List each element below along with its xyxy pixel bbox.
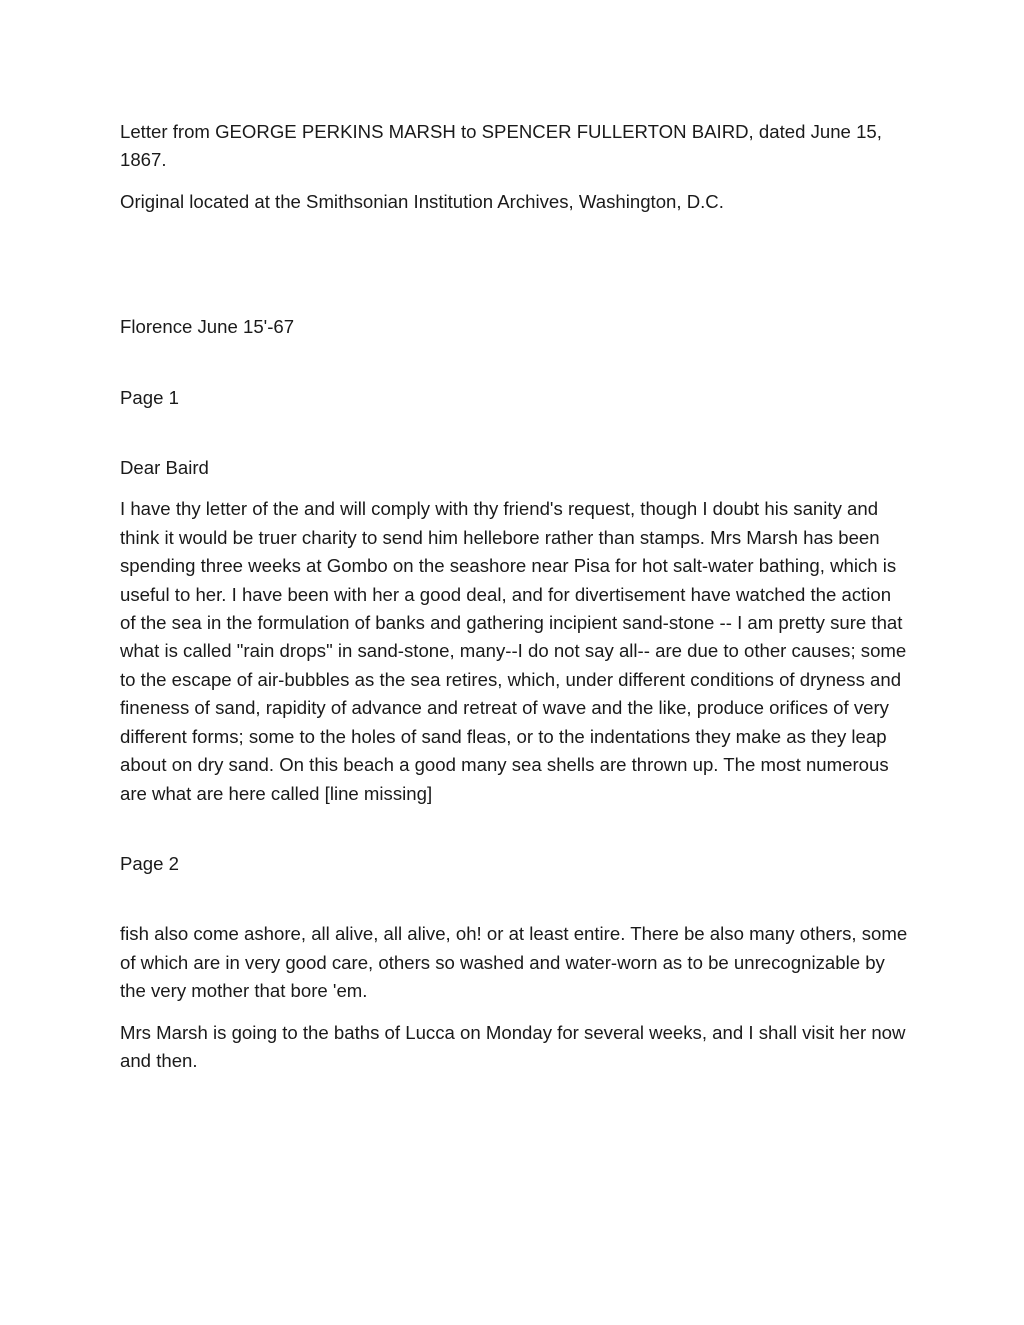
page-marker-1: Page 1 (120, 386, 179, 408)
letter-paragraph-1: I have thy letter of the and will comply with thy friend's request, though I doubt his sanity and think it would be truer charity to send him hellebore rather than stamps. Mrs Marsh has been spending three weeks at Gombo on the seashore near Pisa for hot salt-water bathing, which is useful to her. I have been with her a good deal, and for divertisement have watched the action of the sea in the formulation of banks and gathering incipient sand-stone -- I am pretty sure that what is called "rain drops" in sand-stone, many--I do not say all-- are due to other causes; some to the escape of air-bubbles as the sea retires, which, under different conditions of dryness and fineness of sand, rapidity of advance and retreat of wave and the like, produce orifices of very different forms; some to the holes of sand fleas, or to the indentations they make as they leap about on dry sand. On this beach a good many sea shells are thrown up. The most numerous are what are here called [line missing] (120, 498, 912, 804)
document-content (120, 118, 913, 1088)
source-note: Original located at the Smithsonian Institution Archives, Washington, D.C. (120, 190, 724, 212)
letter-paragraph-2: fish also come ashore, all alive, all alive, oh! or at least entire. There be also many others, some of which are in very good care, others so washed and water-worn as to be unrecognizable by the very mother that bore 'em. (120, 923, 913, 1002)
letter-paragraph-3: Mrs Marsh is going to the baths of Lucca on Monday for several weeks, and I shall visit her now and then. (120, 1021, 911, 1071)
letter-salutation: Dear Baird (120, 457, 209, 479)
letter-place-date: Florence June 15'-67 (120, 316, 295, 338)
page-marker-2: Page 2 (120, 852, 179, 874)
document-title: Letter from GEORGE PERKINS MARSH to SPENCER FULLERTON BAIRD, dated June 15, 1867. (120, 121, 888, 171)
